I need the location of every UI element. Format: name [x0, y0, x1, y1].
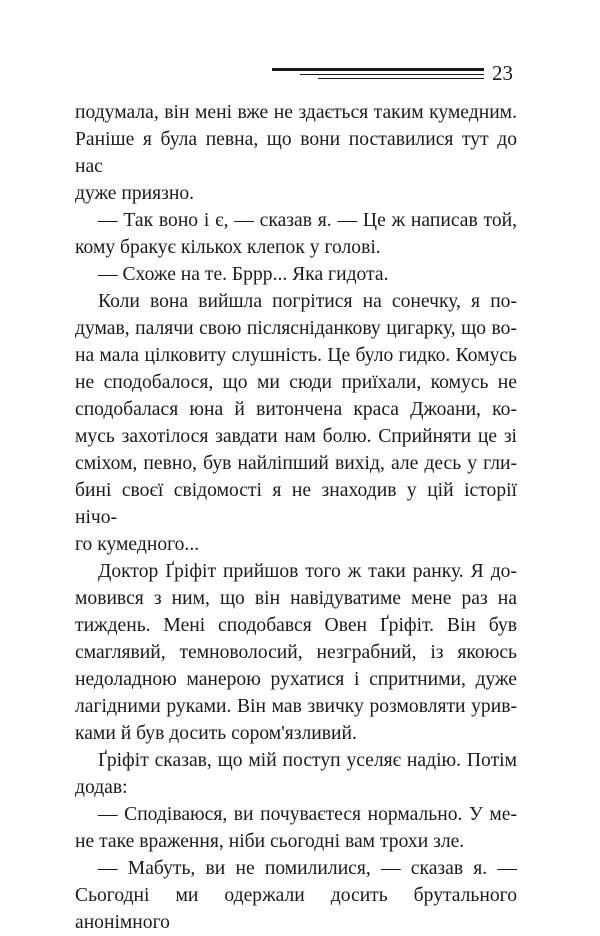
- page-number: 23: [492, 61, 513, 85]
- text-line: на мала цілковиту слушність. Це було гидко. Комусь: [75, 345, 517, 366]
- text-line: — Схоже на те. Бррр... Яка гидота.: [98, 264, 389, 285]
- text-line: Ґріфіт сказав, що мій поступ уселяє надію. Потім: [98, 750, 517, 771]
- body-text: [75, 99, 517, 936]
- text-line: додав:: [75, 777, 128, 798]
- text-line: мусь захотілося завдати нам болю. Сприйняти це зі: [75, 426, 517, 447]
- text-line: недоладною манерою рухатися і спритними, дуже: [75, 669, 517, 690]
- text-line: сподобалася юна й витончена краса Джоани, ко-: [75, 399, 517, 420]
- running-header: [0, 58, 600, 88]
- text-line: Сьогодні ми одержали досить брутального анонімного: [75, 885, 517, 933]
- header-rule: [272, 68, 484, 71]
- text-line: дуже приязно.: [75, 183, 195, 204]
- text-line: бині своєї свідомості я не знаходив у цій історії нічо-: [75, 480, 517, 528]
- text-line: кому бракує кількох клепок у голові.: [75, 237, 381, 258]
- text-line: не таке враження, ніби сьогодні вам трохи зле.: [75, 831, 465, 852]
- header-rule: [318, 78, 484, 79]
- text-line: думав, палячи свою післясніданкову цигарку, що во-: [75, 318, 517, 339]
- text-line: лагідними руками. Він мав звичку розмовляти урив-: [75, 696, 517, 717]
- text-line: сміхом, певно, був найліпший вихід, але десь у гли-: [75, 453, 517, 474]
- text-line: Раніше я була певна, що вони поставилися тут до нас: [75, 129, 517, 177]
- text-line: — Сподіваюся, ви почуваєтеся нормально. У ме-: [98, 804, 517, 825]
- text-line: Доктор Ґріфіт прийшов того ж таки ранку. Я до-: [98, 561, 517, 582]
- header-rule: [300, 74, 484, 75]
- text-line: — Мабуть, ви не помилилися, — сказав я. —: [98, 858, 517, 879]
- text-line: — Так воно і є, — сказав я. — Це ж написав той,: [98, 210, 517, 231]
- text-line: Коли вона вийшла погрітися на сонечку, я по-: [98, 291, 517, 312]
- text-line: тиждень. Мені сподобався Овен Ґріфіт. Він був: [75, 615, 517, 636]
- text-line: подумала, він мені вже не здається таким кумедним.: [75, 102, 517, 123]
- text-line: не сподобалося, що ми сюди приїхали, комусь не: [75, 372, 517, 393]
- text-line: мовився з ним, що він навідуватиме мене раз на: [75, 588, 517, 609]
- text-line: ками й був досить сором'язливий.: [75, 723, 357, 744]
- text-line: смаглявий, темноволосий, незграбний, із якоюсь: [75, 642, 517, 663]
- text-line: го кумедного...: [75, 534, 200, 555]
